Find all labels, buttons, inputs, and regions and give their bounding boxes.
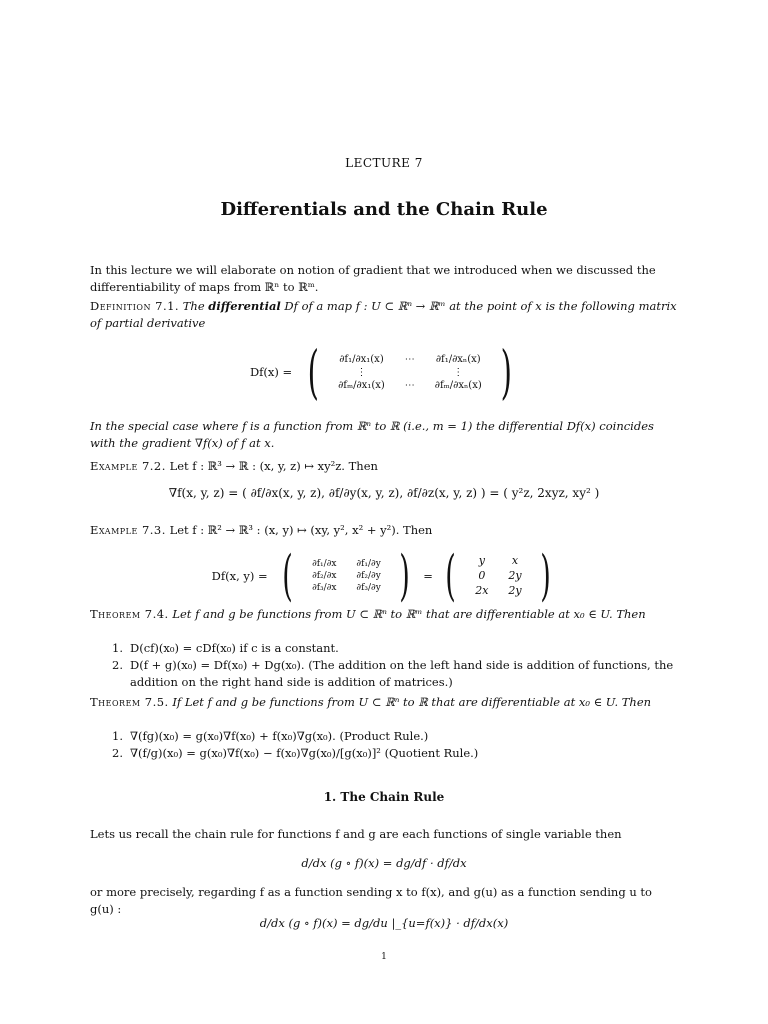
right-paren-icon: )	[540, 544, 552, 607]
theorem-7-5-text: If Let f and g be functions from U ⊂ ℝⁿ to ℝ that are differentiable at x₀ ∈ U. Then	[172, 695, 652, 709]
matrix-cell: 2y	[508, 584, 522, 597]
gradient-equation: ∇f(x, y, z) = ( ∂f/∂x(x, y, z), ∂f/∂y(x, y, z), ∂f/∂z(x, y, z) ) = ( y²z, 2xyz, xy² )	[168, 486, 600, 500]
left-paren-icon: (	[307, 338, 319, 406]
right-paren-icon: )	[399, 544, 411, 607]
left-paren-icon: (	[445, 544, 457, 607]
matrix-cell: 2y	[508, 569, 522, 582]
example-7-2-paragraph	[90, 458, 678, 475]
theorem-7-4-list	[112, 640, 682, 691]
jacobian-lhs: Df(x, y) =	[211, 568, 268, 583]
list-item: 2. D(f + g)(x₀) = Df(x₀) + Dg(x₀). (The addition on the left hand side is addition of functions, the addition on the right hand side is addition of matrices.)	[112, 658, 674, 689]
list-item: 2. ∇(f/g)(x₀) = g(x₀)∇f(x₀) − f(x₀)∇g(x₀)/[g(x₀)]² (Quotient Rule.)	[112, 746, 479, 760]
partials-matrix	[302, 558, 391, 594]
matrix-cell: 0	[478, 569, 486, 582]
matrix-cell: ∂f₁/∂x₁(x)	[339, 353, 384, 365]
definition-term: differential	[208, 299, 281, 313]
matrix-cell: ∂f₁/∂x	[312, 558, 337, 569]
page-title: Differentials and the Chain Rule	[220, 199, 548, 220]
example-7-2-label: Example 7.2.	[90, 459, 166, 473]
left-paren-icon: (	[282, 544, 294, 607]
definition-text-b: Df of a map f : U ⊂ ℝⁿ → ℝᵐ at the point of x is the following matrix of partial derivative	[90, 299, 677, 330]
theorem-7-4-paragraph	[90, 606, 678, 623]
theorem-7-5-paragraph	[90, 694, 678, 711]
matrix-cell: x	[511, 554, 519, 567]
df-matrix	[328, 353, 492, 392]
chain-rule-equation: d/dx (g ∘ f)(x) = dg/df · df/dx	[301, 856, 467, 870]
chain-rule-intro: Lets us recall the chain rule for functions f and g are each functions of single variable then	[90, 827, 622, 841]
matrix-cell: ∂f₂/∂x	[312, 570, 337, 581]
section-heading: 1. The Chain Rule	[323, 790, 445, 804]
lecture-label: LECTURE 7	[345, 156, 423, 170]
matrix-cell: ∂fₘ/∂x₁(x)	[338, 379, 385, 391]
jacobian-equation	[0, 544, 768, 607]
matrix-cell: ∂f₁/∂xₙ(x)	[435, 353, 481, 365]
matrix-cell: ∂f₂/∂y	[356, 570, 381, 581]
chain-rule-precise-equation: d/dx (g ∘ f)(x) = dg/du |_{u=f(x)} · df/dx(x)	[259, 916, 509, 930]
matrix-cell: ⋯	[404, 353, 415, 365]
definition-paragraph	[90, 298, 678, 332]
theorem-7-4-text: Let f and g be functions from U ⊂ ℝⁿ to ℝᵐ that are differentiable at x₀ ∈ U. Then	[172, 607, 646, 621]
matrix-cell: ∂f₃/∂x	[312, 582, 337, 593]
theorem-7-4-label: Theorem 7.4.	[90, 607, 169, 621]
list-item: 1. ∇(fg)(x₀) = g(x₀)∇f(x₀) + f(x₀)∇g(x₀). (Product Rule.)	[112, 729, 429, 743]
chain-rule-more: or more precisely, regarding f as a function sending x to f(x), and g(u) as a function sending u to g(u) :	[90, 885, 652, 916]
matrix-cell: ∂f₃/∂y	[356, 582, 381, 593]
matrix-cell: ∂f₁/∂y	[356, 558, 381, 569]
intro-paragraph: In this lecture we will elaborate on notion of gradient that we introduced when we discussed the differentiability of maps from ℝⁿ to ℝᵐ.	[90, 263, 656, 294]
definition-text-a: The	[182, 299, 209, 313]
right-paren-icon: )	[501, 338, 513, 406]
df-matrix-equation	[0, 338, 768, 406]
matrix-cell: 2x	[475, 584, 489, 597]
example-7-3-label: Example 7.3.	[90, 523, 166, 537]
matrix-cell: ⋮	[453, 366, 464, 378]
example-7-3-paragraph	[90, 522, 678, 539]
definition-label: Definition 7.1.	[90, 299, 180, 313]
matrix-cell: ∂fₘ/∂xₙ(x)	[434, 379, 482, 391]
matrix-cell: y	[478, 554, 485, 567]
df-lhs: Df(x) =	[249, 365, 293, 379]
example-7-3-text: Let f : ℝ² → ℝ³ : (x, y) ↦ (xy, y², x² + y²). Then	[169, 523, 433, 537]
values-matrix	[465, 553, 531, 598]
page-number: 1	[381, 952, 387, 962]
list-item: 1. D(cf)(x₀) = cDf(x₀) if c is a constant.	[112, 641, 339, 655]
definition-note: In the special case where f is a function from ℝⁿ to ℝ (i.e., m = 1) the differential Df(x) coincides with the gradient ∇f(x) of f at x.	[90, 419, 654, 450]
theorem-7-5-label: Theorem 7.5.	[90, 695, 169, 709]
matrix-cell: ⋯	[404, 379, 415, 391]
equals-sign: =	[423, 568, 433, 583]
theorem-7-5-list	[112, 728, 682, 762]
matrix-cell: ⋮	[356, 366, 367, 378]
example-7-2-text: Let f : ℝ³ → ℝ : (x, y, z) ↦ xy²z. Then	[169, 459, 378, 473]
